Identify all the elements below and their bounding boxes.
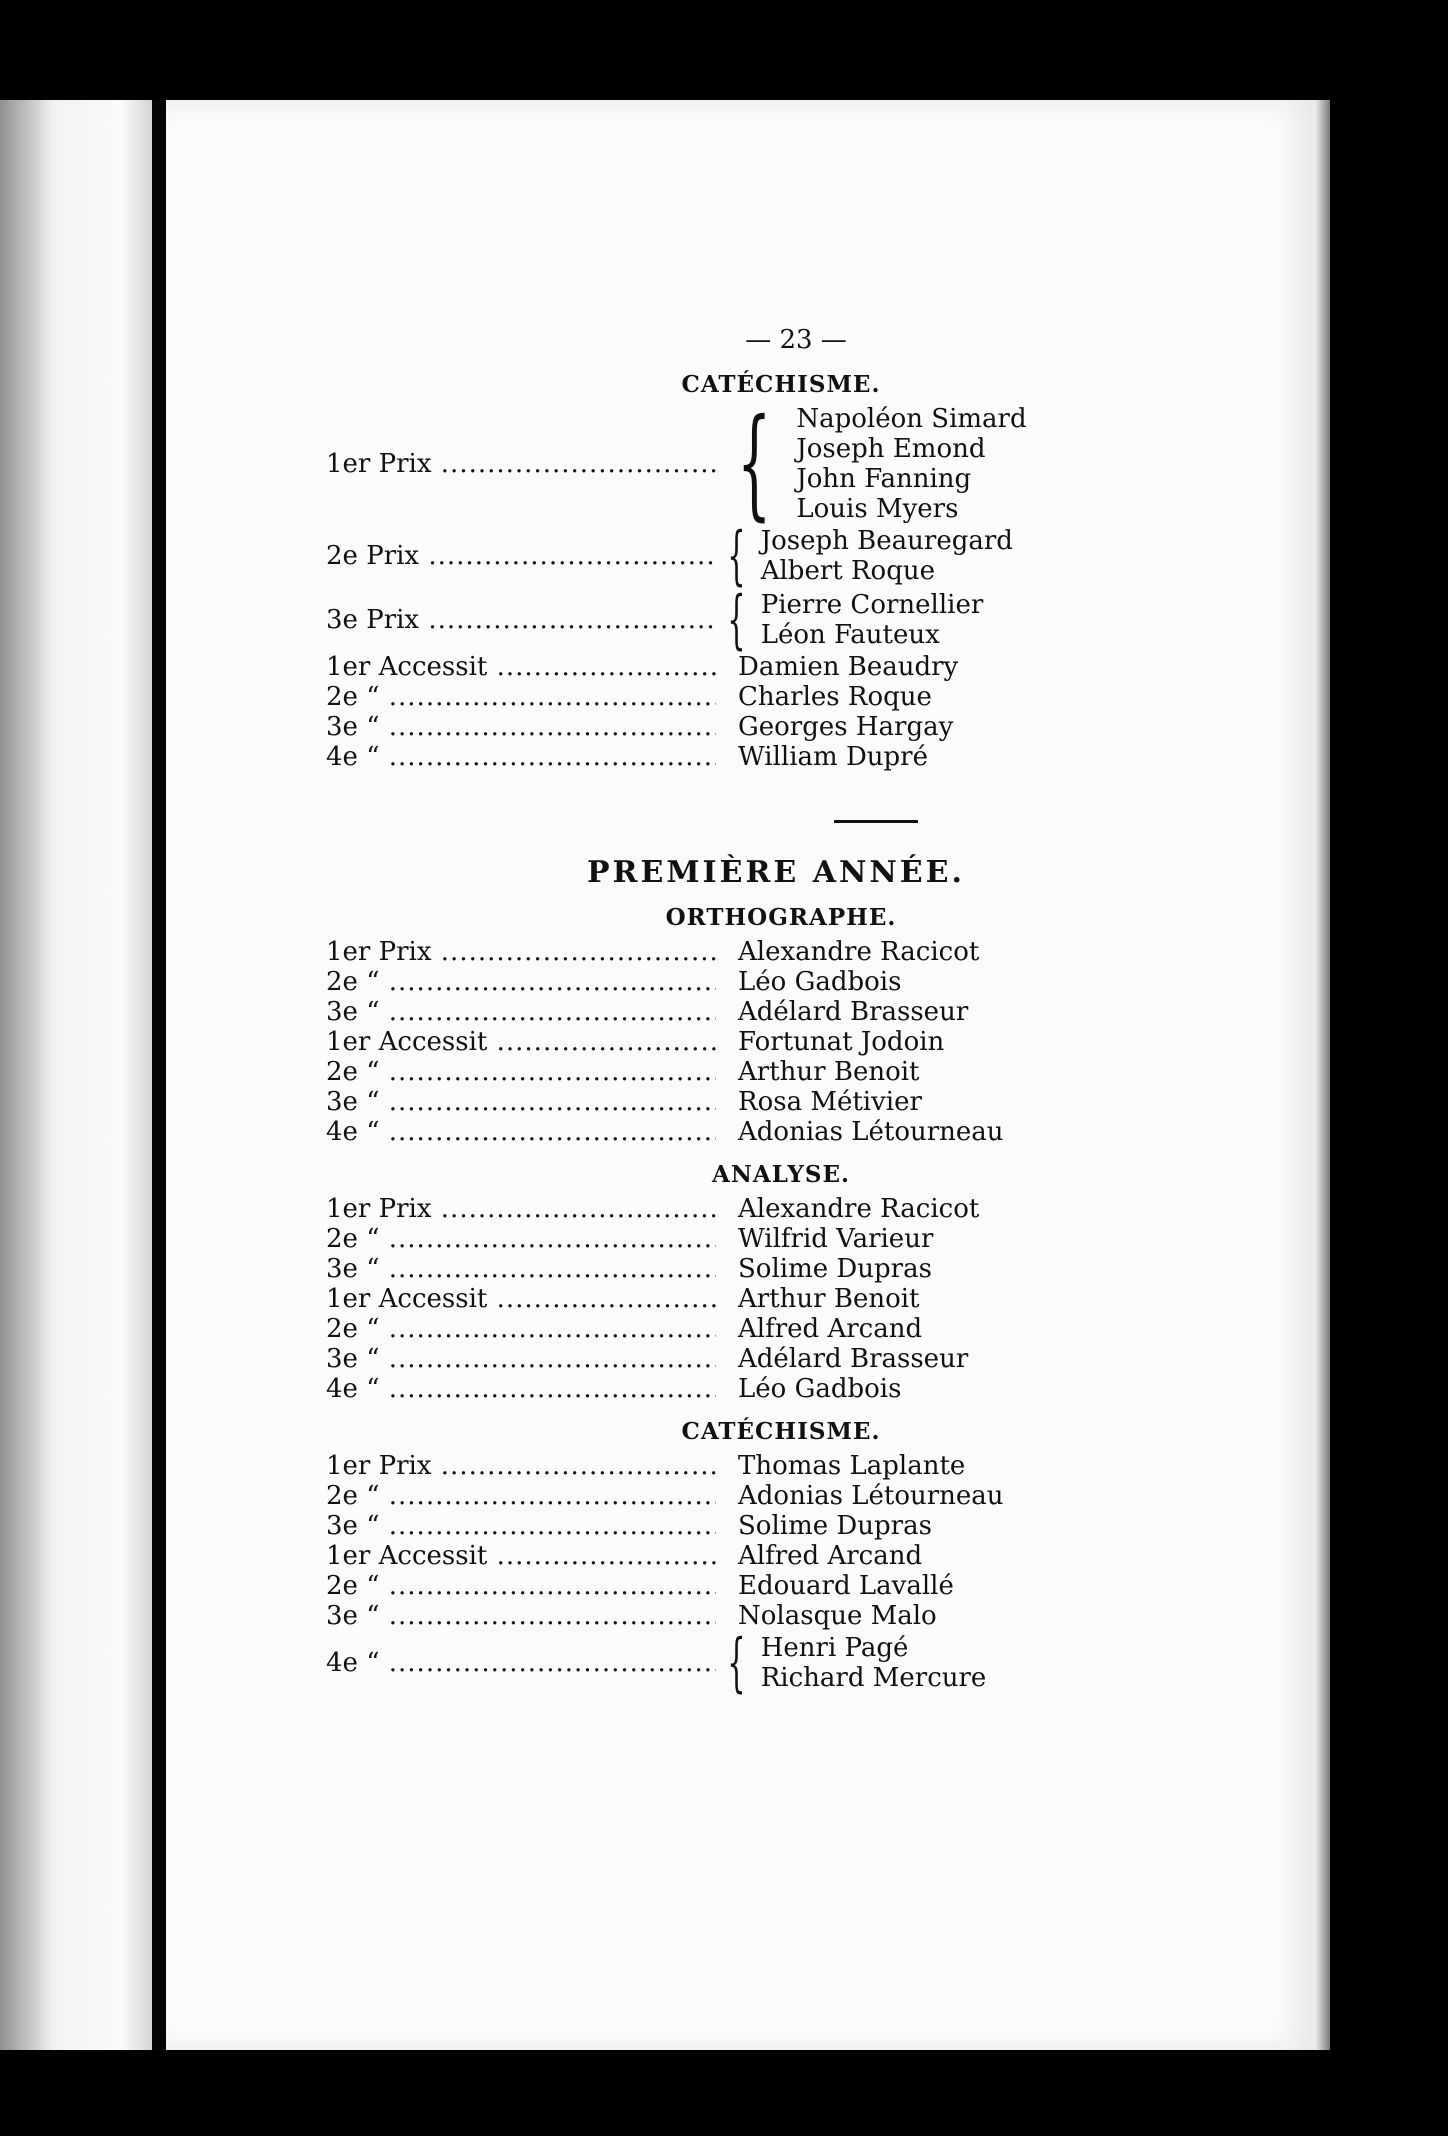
prize-rank: 1er Accessit .....: [326, 1284, 716, 1314]
prize-row: [326, 712, 1176, 742]
prize-row: [326, 1511, 1176, 1541]
section-title: ORTHOGRAPHE.: [665, 904, 897, 931]
winner-name: Damien Beaudry: [738, 652, 959, 682]
winner-names: [716, 712, 953, 742]
prize-rank: 2e “ .....: [326, 1314, 716, 1344]
winner-name: Alfred Arcand: [738, 1314, 923, 1344]
winner-name: Alfred Arcand: [738, 1541, 923, 1571]
winner-name: Fortunat Jodoin: [738, 1027, 945, 1057]
winner-name: Albert Roque: [760, 556, 935, 586]
winner-names: [716, 652, 958, 682]
prize-rank: 2e “ .....: [326, 1481, 716, 1511]
winner-names: [716, 937, 979, 967]
prize-rank: 3e “ .....: [326, 997, 716, 1027]
prize-row: [326, 652, 1176, 682]
winner-names: [716, 1057, 920, 1087]
prize-rank: 1er Prix .....: [326, 937, 716, 967]
prize-row: [326, 583, 1176, 657]
prize-rank: 4e “ .....: [326, 1374, 716, 1404]
winner-name: Rosa Métivier: [738, 1087, 922, 1117]
winner-names: [716, 1626, 987, 1700]
prize-rank: 2e “ .....: [326, 1057, 716, 1087]
winner-name: Adélard Brasseur: [738, 997, 969, 1027]
brace-icon: {: [727, 583, 746, 657]
winner-names: [716, 1087, 922, 1117]
winner-names: [716, 1027, 944, 1057]
winner-names: [716, 1541, 922, 1571]
prize-row: [326, 1344, 1176, 1374]
winner-names: [716, 997, 968, 1027]
winner-name: Adélard Brasseur: [738, 1344, 969, 1374]
prize-row: [326, 1541, 1176, 1571]
winner-name: John Fanning: [796, 464, 972, 494]
prize-rank: 3e “ .....: [326, 1254, 716, 1284]
winner-name: Alexandre Racicot: [738, 937, 980, 967]
winner-name: Charles Roque: [738, 682, 932, 712]
winner-name: Louis Myers: [796, 494, 959, 524]
prize-row: [326, 682, 1176, 712]
prize-rank: 1er Accessit .....: [326, 1027, 716, 1057]
page-number: — 23 —: [745, 325, 847, 355]
winner-names: [716, 1511, 932, 1541]
prize-rank: 1er Accessit .....: [326, 1541, 716, 1571]
winner-name: Thomas Laplante: [738, 1451, 966, 1481]
page-content: [326, 325, 1176, 1700]
book-gutter: [152, 100, 166, 2050]
prize-row: [326, 1087, 1176, 1117]
winner-names: [716, 1344, 968, 1374]
section-rule: [834, 820, 918, 823]
prize-row: [326, 1057, 1176, 1087]
prize-row: [326, 1601, 1176, 1631]
prize-rank: 2e “ .....: [326, 1571, 716, 1601]
prize-rank: 3e Prix .....: [326, 605, 716, 635]
prize-row: [326, 1284, 1176, 1314]
prize-rank: 4e “ .....: [326, 1117, 716, 1147]
prize-row: [326, 1626, 1176, 1700]
prize-rank: 1er Prix .....: [326, 449, 716, 479]
winner-name: Pierre Cornellier: [760, 590, 984, 620]
winner-name: Léo Gadbois: [738, 1374, 902, 1404]
first-section-container: [326, 371, 1176, 772]
prize-rank: 1er Accessit .....: [326, 652, 716, 682]
prize-row: [326, 997, 1176, 1027]
prize-rank: 4e “ .....: [326, 742, 716, 772]
prize-row: [326, 1224, 1176, 1254]
winner-names: [716, 583, 984, 657]
winner-names: [716, 519, 1013, 593]
prize-row: [326, 1117, 1176, 1147]
book-page: [166, 100, 1316, 2050]
winner-name: Henri Pagé: [760, 1633, 909, 1663]
prize-row: [326, 519, 1176, 593]
prize-row: [326, 1374, 1176, 1404]
winner-names: [716, 1481, 1004, 1511]
brace-icon: {: [727, 1626, 746, 1700]
winner-name: Arthur Benoit: [738, 1284, 920, 1314]
prize-rank: 3e “ .....: [326, 1601, 716, 1631]
right-page-edge: [1316, 100, 1330, 2050]
prize-row: [326, 967, 1176, 997]
prize-rank: 2e “ .....: [326, 682, 716, 712]
section-title: ANALYSE.: [712, 1161, 850, 1188]
brace-icon: {: [736, 394, 772, 533]
prize-row: [326, 1314, 1176, 1344]
winner-name: Edouard Lavallé: [738, 1571, 954, 1601]
prize-row: [326, 394, 1176, 533]
year-title: PREMIÈRE ANNÉE.: [586, 855, 965, 890]
winner-names: [716, 394, 1027, 533]
winner-name: Adonias Létourneau: [738, 1481, 1004, 1511]
winner-names: [716, 967, 901, 997]
prize-rank: 2e Prix .....: [326, 541, 716, 571]
winner-name: Arthur Benoit: [738, 1057, 920, 1087]
prize-rank: 2e “ .....: [326, 1224, 716, 1254]
winner-name: Alexandre Racicot: [738, 1194, 980, 1224]
winner-names: [716, 1451, 965, 1481]
winner-names: [716, 1194, 979, 1224]
winner-names: [716, 682, 932, 712]
brace-icon: {: [727, 519, 746, 593]
prize-row: [326, 1451, 1176, 1481]
prize-row: [326, 1481, 1176, 1511]
winner-names: [716, 1254, 932, 1284]
winner-names: [716, 1571, 954, 1601]
winner-names: [716, 1224, 933, 1254]
winner-name: Richard Mercure: [760, 1663, 987, 1693]
winner-names: [716, 742, 928, 772]
prize-row: [326, 742, 1176, 772]
prize-rank: 4e “ .....: [326, 1648, 716, 1678]
winner-name: Joseph Emond: [796, 434, 986, 464]
winner-name: Solime Dupras: [738, 1511, 932, 1541]
winner-name: Adonias Létourneau: [738, 1117, 1004, 1147]
winner-name: Joseph Beauregard: [760, 526, 1013, 556]
winner-name: Wilfrid Varieur: [738, 1224, 934, 1254]
prize-rank: 1er Prix .....: [326, 1194, 716, 1224]
prize-row: [326, 1194, 1176, 1224]
section-title: CATÉCHISME.: [681, 1418, 881, 1445]
winner-names: [716, 1314, 922, 1344]
prize-rank: 3e “ .....: [326, 1511, 716, 1541]
winner-names: [716, 1601, 937, 1631]
winner-name: Georges Hargay: [738, 712, 954, 742]
year-sections-container: [326, 904, 1176, 1700]
left-page-edge: [0, 100, 152, 2050]
prize-rank: 3e “ .....: [326, 1087, 716, 1117]
winner-name: Léo Gadbois: [738, 967, 902, 997]
prize-rank: 3e “ .....: [326, 1344, 716, 1374]
prize-row: [326, 1027, 1176, 1057]
prize-row: [326, 1571, 1176, 1601]
winner-name: William Dupré: [738, 742, 928, 772]
winner-names: [716, 1117, 1004, 1147]
prize-rank: 2e “ .....: [326, 967, 716, 997]
winner-name: Napoléon Simard: [796, 404, 1027, 434]
prize-row: [326, 1254, 1176, 1284]
winner-name: Léon Fauteux: [760, 620, 940, 650]
winner-name: Nolasque Malo: [738, 1601, 937, 1631]
winner-name: Solime Dupras: [738, 1254, 932, 1284]
winner-names: [716, 1374, 901, 1404]
prize-row: [326, 937, 1176, 967]
section-title: CATÉCHISME.: [681, 371, 881, 398]
winner-names: [716, 1284, 920, 1314]
prize-rank: 3e “ .....: [326, 712, 716, 742]
prize-rank: 1er Prix .....: [326, 1451, 716, 1481]
